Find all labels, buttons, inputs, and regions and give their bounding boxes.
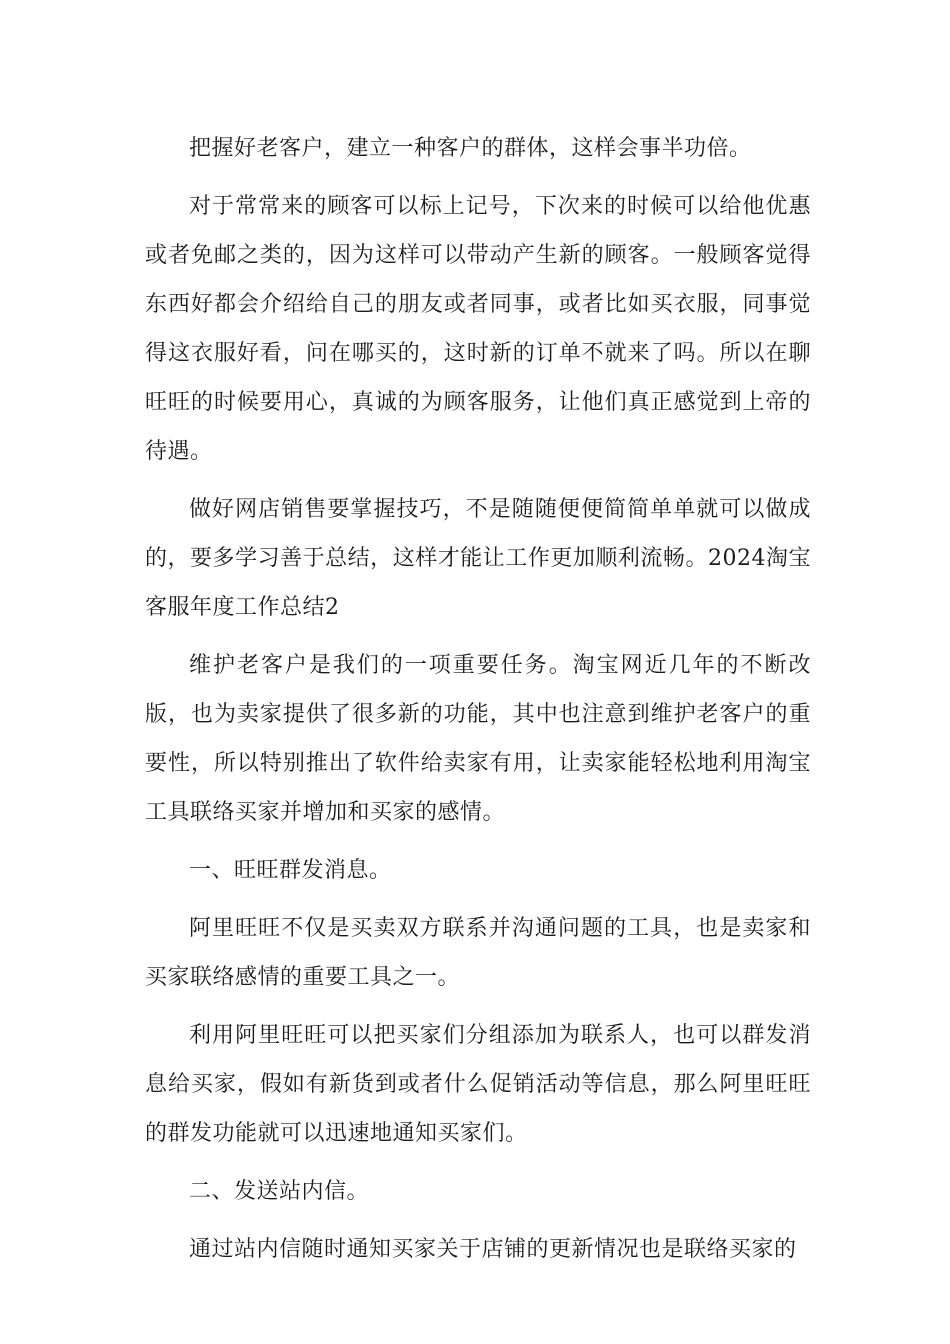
paragraph-site-message-notify: 通过站内信随时通知买家关于店铺的更新情况也是联络买家的: [189, 1237, 797, 1262]
document-body: [145, 124, 811, 1283]
paragraph-group-messaging: 利用阿里旺旺可以把买家们分组添加为联系人，也可以群发消息给买家，假如有新货到或者什么促销活动等信息，那么阿里旺旺的群发功能就可以迅速地通知买家们。: [145, 1023, 811, 1146]
paragraph-sales-skills: 做好网店销售要掌握技巧，不是随随便便简简单单就可以做成的，要多学习善于总结，这样才能让工作更加顺利流畅。2024淘宝客服年度工作总结2: [145, 497, 811, 620]
paragraph-aliwangwang-tool: 阿里旺旺不仅是买卖双方联系并沟通问题的工具，也是卖家和买家联络感情的重要工具之一。: [145, 916, 811, 990]
heading-site-messages: 二、发送站内信。: [189, 1179, 370, 1204]
paragraph-maintain-customers: 维护老客户是我们的一项重要任务。淘宝网近几年的不断改版，也为卖家提供了很多新的功能，其中也注意到维护老客户的重要性，所以特别推出了软件给卖家有用，让卖家能轻松地利用淘宝工具联络买家并增加和买家的感情。: [145, 653, 811, 825]
paragraph-old-customers: 把握好老客户，建立一种客户的群体，这样会事半功倍。: [189, 136, 752, 161]
heading-wangwang-broadcast: 一、旺旺群发消息。: [189, 858, 392, 883]
paragraph-mark-regular-customers: 对于常常来的顾客可以标上记号，下次来的时候可以给他优惠或者免邮之类的，因为这样可以带动产生新的顾客。一般顾客觉得东西好都会介绍给自己的朋友或者同事，或者比如买衣服，同事觉得这衣服好看，问在哪买的，这时新的订单不就来了吗。所以在聊旺旺的时候要用心，真诚的为顾客服务，让他们真正感觉到上帝的待遇。: [145, 194, 811, 464]
